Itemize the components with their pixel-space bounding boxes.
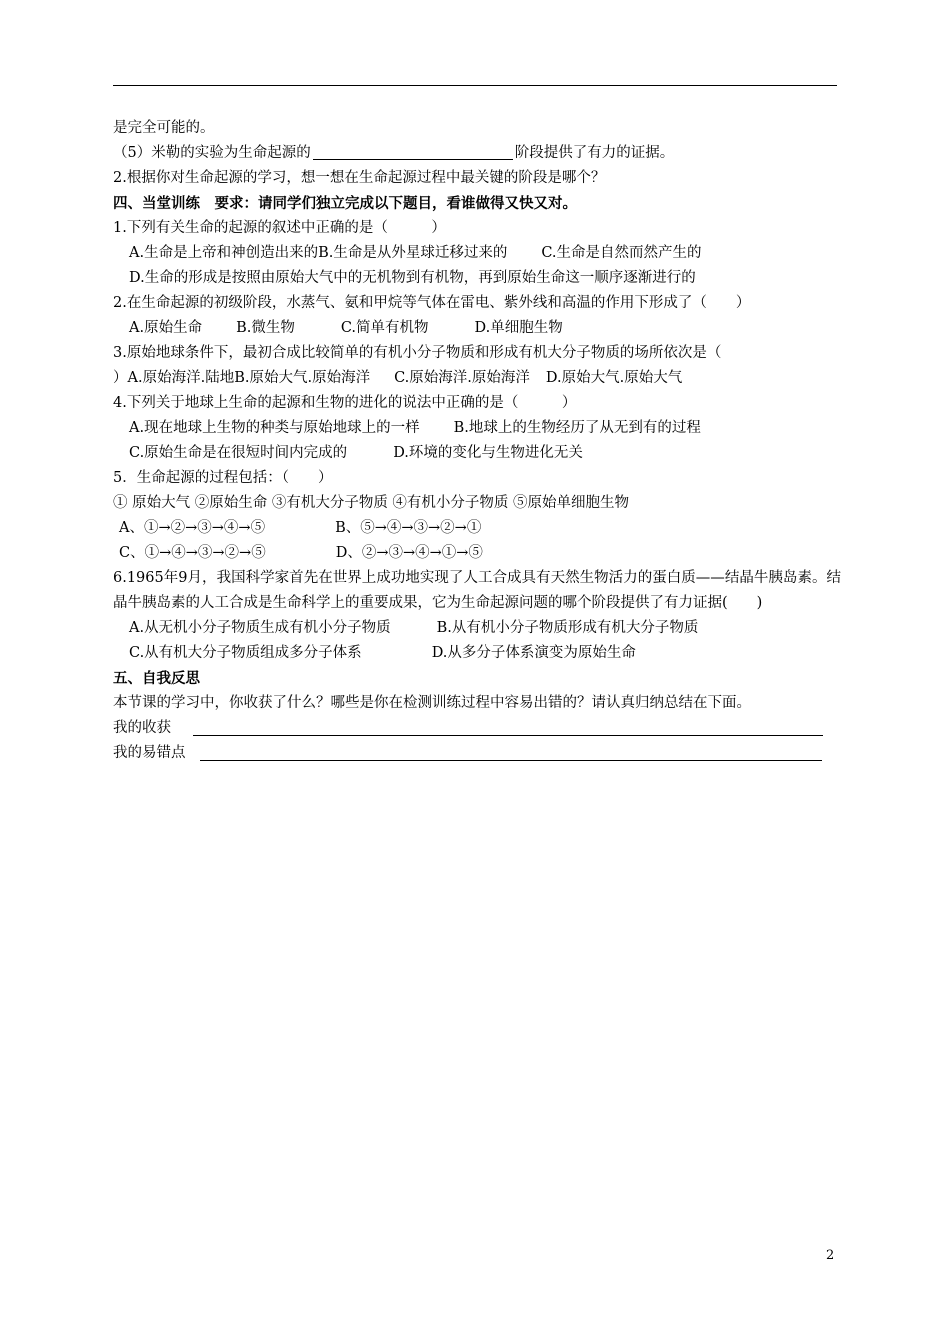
question-5-option-b: B、⑤→④→③→②→① xyxy=(335,520,482,536)
mistake-answer-line[interactable] xyxy=(200,744,822,761)
answer-blank[interactable] xyxy=(313,143,513,160)
question-5-items: ① 原始大气 ②原始生命 ③有机大分子物质 ④有机小分子物质 ⑤原始单细胞生物 xyxy=(113,495,630,511)
question-5-stem: 5．生命起源的过程包括：（ ） xyxy=(113,470,333,486)
question-4-options-row-2 xyxy=(113,441,841,466)
question-4-options-row-1 xyxy=(113,416,841,441)
question-4-option-a: A.现在地球上生物的种类与原始地球上的一样 xyxy=(129,420,420,436)
question-6-option-d: D.从多分子体系演变为原始生命 xyxy=(431,645,636,661)
question-3-options-row xyxy=(113,366,841,391)
question-3-option-a: ）A.原始海洋.陆地 xyxy=(113,370,235,386)
gain-label: 我的收获 xyxy=(113,720,171,736)
question-2-option-c: C.简单有机物 xyxy=(340,320,429,336)
gain-row xyxy=(113,716,841,741)
question-3-stem: 3.原始地球条件下，最初合成比较简单的有机小分子物质和形成有机大分子物质的场所依次是（ xyxy=(113,345,722,361)
question-2-stem: 2.在生命起源的初级阶段，水蒸气、氨和甲烷等气体在雷电、紫外线和高温的作用下形成了（ ） xyxy=(113,295,751,311)
question-5-options-row-1 xyxy=(113,516,841,541)
question-6-option-a: A.从无机小分子物质生成有机小分子物质 xyxy=(129,620,391,636)
question-5-option-a: A、①→②→③→④→⑤ xyxy=(119,520,266,536)
question-1-option-b: B.生命是从外星球迁移过来的 xyxy=(318,245,508,261)
question-3-2: 2.根据你对生命起源的学习，想一想在生命起源过程中最关键的阶段是哪个？ xyxy=(113,170,606,186)
mistake-label: 我的易错点 xyxy=(113,745,186,761)
question-4-option-c: C.原始生命是在很短时间内完成的 xyxy=(129,445,348,461)
question-3-option-b: B.原始大气.原始海洋 xyxy=(234,370,371,386)
question-6-option-b: B.从有机小分子物质形成有机大分子物质 xyxy=(436,620,699,636)
question-4-option-d: D.环境的变化与生物进化无关 xyxy=(393,445,583,461)
question-6-option-c: C.从有机大分子物质组成多分子体系 xyxy=(129,645,362,661)
question-2-option-b: B.微生物 xyxy=(236,320,295,336)
question-3-option-d: D.原始大气.原始大气 xyxy=(545,370,683,386)
question-1-option-a: A.生命是上帝和神创造出来的 xyxy=(129,245,319,261)
question-4-stem: 4.下列关于地球上生命的起源和生物的进化的说法中正确的是（ ） xyxy=(113,395,577,411)
question-3-option-c: C.原始海洋.原始海洋 xyxy=(394,370,530,386)
question-2-options-row xyxy=(113,316,841,341)
question-3-5-suffix: 阶段提供了有力的证据。 xyxy=(514,145,675,161)
question-2-option-a: A.原始生命 xyxy=(129,320,203,336)
question-4-option-b: B.地球上的生物经历了从无到有的过程 xyxy=(453,420,701,436)
question-1-option-c: C.生命是自然而然产生的 xyxy=(541,245,702,261)
question-5-options-row-2 xyxy=(113,541,841,566)
reflection-prompt: 本节课的学习中，你收获了什么？哪些是你在检测训练过程中容易出错的？请认真归纳总结在下面。 xyxy=(113,695,751,711)
question-1-stem: 1.下列有关生命的起源的叙述中正确的是（ ） xyxy=(113,220,446,236)
question-3-5-prefix: （5）米勒的实验为生命起源的 xyxy=(113,145,311,161)
header-rule xyxy=(113,85,837,86)
question-1-option-d: D.生命的形成是按照由原始大气中的无机物到有机物，再到原始生命这一顺序逐渐进行的 xyxy=(129,270,696,286)
question-6-options-row-1 xyxy=(113,616,841,641)
page-number: 2 xyxy=(826,1248,835,1263)
question-2-option-d: D.单细胞生物 xyxy=(474,320,563,336)
question-5-option-c: C、①→④→③→②→⑤ xyxy=(119,545,266,561)
question-1-options-row xyxy=(113,241,841,266)
question-6-options-row-2 xyxy=(113,641,841,666)
question-3-5 xyxy=(113,141,841,166)
continued-text: 是完全可能的。 xyxy=(113,120,215,136)
section-4-heading: 四、当堂训练 要求：请同学们独立完成以下题目，看谁做得又快又对。 xyxy=(113,195,577,212)
mistake-row xyxy=(113,741,841,766)
question-5-option-d: D、②→③→④→①→⑤ xyxy=(335,545,483,561)
page-content xyxy=(113,116,841,766)
gain-answer-line[interactable] xyxy=(193,719,823,736)
question-6-stem: 6.1965年9月，我国科学家首先在世界上成功地实现了人工合成具有天然生物活力的蛋白质——结晶牛胰岛素。结晶牛胰岛素的人工合成是生命科学上的重要成果，它为生命起源问题的哪个阶段提供了有力证据( ) xyxy=(113,570,841,611)
section-5-heading: 五、自我反思 xyxy=(113,670,200,687)
